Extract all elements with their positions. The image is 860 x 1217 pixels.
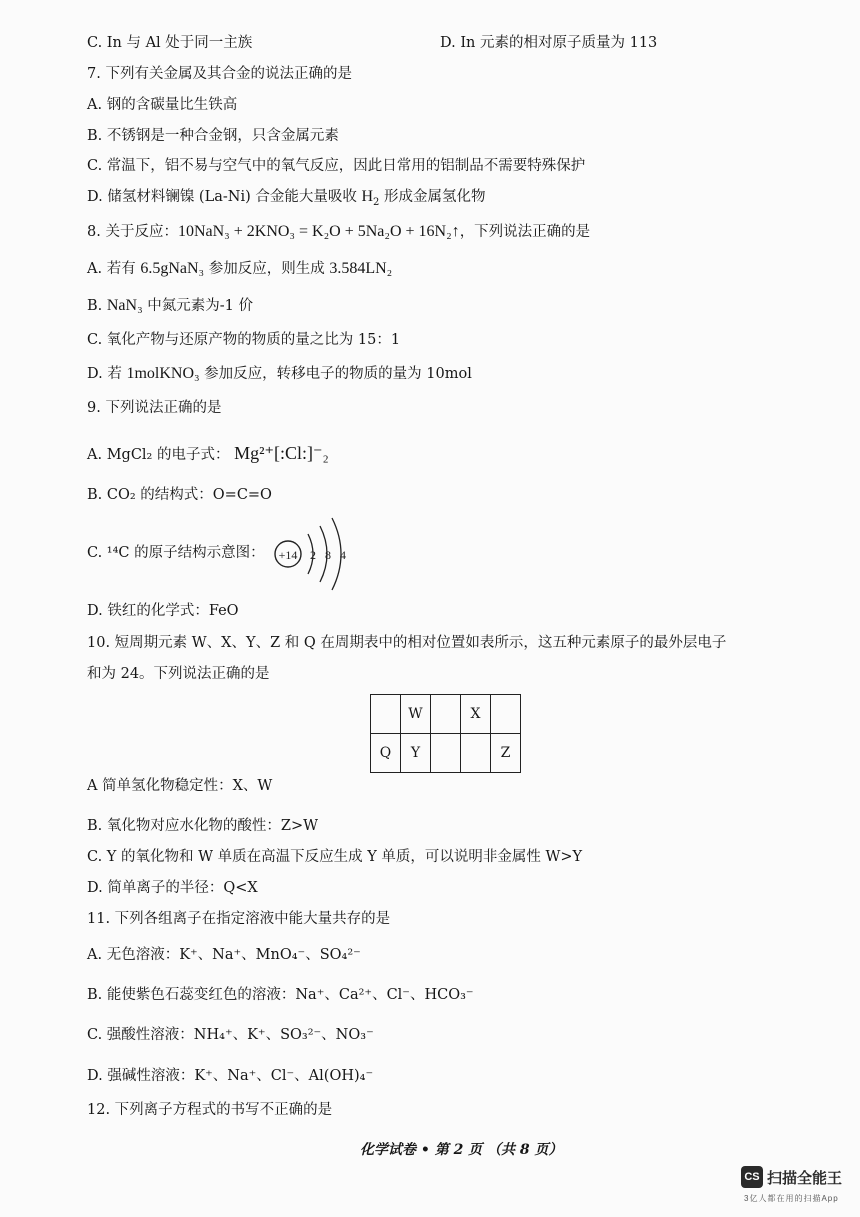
table-row [371,695,521,734]
page-footer: 化学试卷 • 第 2 页 （共 8 页） [360,1142,563,1158]
q10-option-d: D. 简单离子的半径：Q<X [87,880,258,896]
scanner-tagline: 3亿人都在用的扫描App [744,1194,839,1203]
atomic-structure-diagram [266,512,366,596]
shell-1-electrons: 2 [310,548,316,562]
q11-option-a: A. 无色溶液：K⁺、Na⁺、MnO₄⁻、SO₄²⁻ [87,947,361,963]
q6-option-d: D. In 元素的相对原子质量为 113 [440,35,658,51]
table-row [371,734,521,773]
q8-stem: 8. 关于反应：10NaN₃ + 2KNO₃ = K₂O + 5Na₂O + 16N₂↑，下列说法正确的是 [87,223,591,240]
nucleus-label: +14 [278,548,298,562]
q7-option-a: A. 钢的含碳量比生铁高 [87,97,238,113]
q8-option-c: C. 氧化产物与还原产物的物质的量之比为 15：1 [87,332,401,348]
q7-option-c: C. 常温下，铝不易与空气中的氧气反应，因此日常用的铝制品不需要特殊保护 [87,158,586,174]
q10-stem-line1: 10. 短周期元素 W、X、Y、Z 和 Q 在周期表中的相对位置如表所示，这五种元素原子的最外层电子 [87,635,727,651]
table-cell: X [461,695,491,734]
q6-option-c: C. In 与 Al 处于同一主族 [87,35,253,51]
q9-stem: 9. 下列说法正确的是 [87,400,222,416]
table-cell [371,695,401,734]
q11-option-d: D. 强碱性溶液：K⁺、Na⁺、Cl⁻、Al(OH)₄⁻ [87,1068,374,1084]
q10-option-a: A 简单氢化物稳定性：X、W [87,778,273,794]
scanner-app-name: 扫描全能王 [767,1169,843,1187]
q10-option-b: B. 氧化物对应水化物的酸性：Z>W [87,818,319,834]
scanner-watermark [741,1166,842,1188]
q7-stem: 7. 下列有关金属及其合金的说法正确的是 [87,66,352,82]
q11-option-c: C. 强酸性溶液：NH₄⁺、K⁺、SO₃²⁻、NO₃⁻ [87,1027,374,1043]
q7-option-d: D. 储氢材料镧镍 (La-Ni) 合金能大量吸收 $H_2$ 形成金属氢化物 [87,188,486,208]
q9-option-a: A. MgCl₂ 的电子式： Mg²⁺[:Cl:]⁻₂ [87,443,329,463]
q11-stem: 11. 下列各组离子在指定溶液中能大量共存的是 [87,911,391,927]
table-cell: Q [371,734,401,773]
q10-stem-line2: 和为 24。下列说法正确的是 [87,666,270,682]
table-cell: Y [401,734,431,773]
shell-3-electrons: 4 [340,548,346,562]
q7-option-b: B. 不锈钢是一种合金钢，只含金属元素 [87,128,339,144]
q10-option-c: C. Y 的氧化物和 W 单质在高温下反应生成 Y 单质，可以说明非金属性 W>Y [87,849,583,865]
q9-option-d: D. 铁红的化学式：FeO [87,603,239,619]
q8-option-b: B. NaN₃ 中氮元素为-1 价 [87,297,254,314]
q12-stem: 12. 下列离子方程式的书写不正确的是 [87,1102,333,1118]
table-cell [461,734,491,773]
table-cell: W [401,695,431,734]
q8-equation: 10NaN₃ + 2KNO₃ = K₂O + 5Na₂O + 16N₂↑ [177,223,460,240]
table-cell [431,734,461,773]
q9-option-c: C. ¹⁴C 的原子结构示意图： [87,545,265,561]
shell-2-electrons: 8 [325,548,331,562]
q8-option-d: D. 若 1molKNO₃ 参加反应，转移电子的物质的量为 10mol [87,365,472,382]
q9-option-b: B. CO₂ 的结构式：O=C=O [87,487,272,503]
periodic-position-table [370,694,521,773]
mgcl2-electron-formula: Mg²⁺[:Cl:]⁻₂ [234,443,329,463]
q11-option-b: B. 能使紫色石蕊变红色的溶液：Na⁺、Ca²⁺、Cl⁻、HCO₃⁻ [87,987,474,1003]
scanner-logo-icon: CS [741,1166,763,1188]
table-cell: Z [491,734,521,773]
q8-option-a: A. 若有 6.5gNaN₃ 参加反应，则生成 3.584LN₂ [87,260,393,277]
table-cell [431,695,461,734]
table-cell [491,695,521,734]
